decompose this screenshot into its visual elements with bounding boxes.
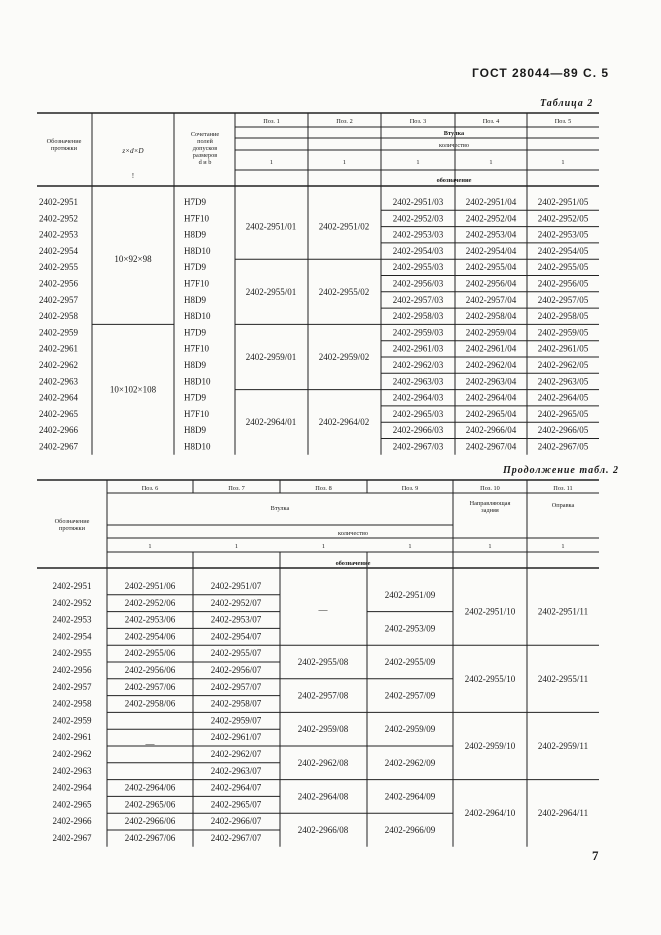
pos7-value: 2402-2953/07: [210, 614, 262, 625]
drawing-code: 2402-2961: [39, 343, 78, 354]
drawing-code: 2402-2956: [39, 278, 78, 289]
tolerance-fit: H8D10: [184, 441, 211, 452]
drawing-code: 2402-2965: [52, 799, 92, 810]
pos7-value: 2402-2967/07: [210, 833, 262, 843]
sleeve-header: Втулка: [443, 130, 465, 137]
pos3-value: 2402-2951/03: [392, 197, 444, 207]
drawing-code: 2402-2952: [39, 213, 78, 224]
pos7-value: 2402-2962/07: [210, 749, 262, 759]
guide-header: задняя: [481, 507, 499, 514]
designation-row-header: обозначение: [335, 560, 371, 567]
tolerance-fit: H7D9: [184, 327, 206, 338]
drawing-code: 2402-2957: [39, 294, 78, 305]
position-header: Поз. 3: [409, 118, 427, 125]
drawing-code: 2402-2954: [39, 245, 78, 256]
position-header: Поз. 8: [315, 485, 332, 492]
pos5-value: 2402-2967/05: [537, 441, 589, 452]
pos3-value: 2402-2958/03: [392, 311, 444, 322]
drawing-code: 2402-2961: [52, 732, 92, 743]
designation-row-header: обозначение: [436, 177, 472, 184]
designation-header: Обозначение: [46, 138, 82, 145]
pos7-value: 2402-2963/07: [210, 765, 262, 776]
tolerance-fit: H8D10: [184, 245, 211, 256]
tolerance-header: размеров: [192, 152, 218, 159]
drawing-code: 2402-2955: [52, 648, 92, 659]
pos3-value: 2402-2955/03: [392, 262, 444, 273]
pos3-value: 2402-2961/03: [392, 343, 444, 354]
group-dims: 10×92×98: [114, 254, 152, 265]
page-header: ГОСТ 28044—89 С. 5: [472, 66, 610, 80]
drawing-code: 2402-2959: [39, 327, 78, 338]
pos10-value: 2402-2955/10: [464, 673, 516, 684]
pos3-value: 2402-2962/03: [392, 360, 444, 370]
page-number: 7: [592, 848, 599, 863]
drawing-code: 2402-2964: [52, 782, 92, 793]
position-header: Поз. 1: [263, 118, 280, 125]
drawing-code: 2402-2963: [52, 765, 92, 776]
drawing-code: 2402-2966: [52, 816, 92, 827]
drawing-code: 2402-2951: [52, 581, 92, 591]
tolerance-header: полей: [197, 138, 213, 145]
pos9-value: 2402-2953/09: [384, 623, 436, 634]
tolerance-header: d и b: [198, 159, 212, 166]
pos4-value: 2402-2961/04: [465, 343, 517, 354]
tolerance-fit: H8D10: [184, 376, 211, 387]
tolerance-fit: H7F10: [184, 343, 210, 354]
pos7-value: 2402-2954/07: [210, 631, 262, 642]
quantity-value: 1: [416, 159, 420, 166]
pos5-value: 2402-2959/05: [537, 327, 589, 338]
quantity-value: 1: [269, 159, 274, 166]
pos3-value: 2402-2967/03: [392, 441, 444, 452]
pos4-value: 2402-2963/04: [465, 376, 517, 387]
tolerance-fit: H8D9: [184, 229, 206, 240]
quantity-value: 1: [489, 159, 493, 166]
quantity-value: 1: [234, 543, 239, 550]
pos3-value: 2402-2959/03: [392, 327, 444, 338]
pos1-value: 2402-2955/01: [245, 286, 297, 297]
pos2-value: 2402-2964/02: [318, 417, 370, 428]
pos6-value: 2402-2965/06: [124, 799, 176, 810]
pos3-value: 2402-2963/03: [392, 376, 444, 387]
pos8-value: 2402-2964/08: [297, 791, 349, 802]
pos7-value: 2402-2961/07: [210, 732, 262, 743]
pos7-value: 2402-2959/07: [210, 715, 262, 726]
dims-note: !: [131, 172, 135, 180]
pos9-value: 2402-2964/09: [384, 791, 436, 802]
pos3-value: 2402-2954/03: [392, 245, 444, 256]
pos6-value: 2402-2952/06: [124, 597, 176, 608]
drawing-code: 2402-2962: [39, 360, 78, 370]
pos8-value: 2402-2959/08: [297, 724, 349, 735]
pos3-value: 2402-2956/03: [392, 278, 444, 289]
position-header: Поз. 9: [401, 485, 419, 492]
tolerance-fit: H8D9: [184, 360, 206, 370]
pos10-value: 2402-2959/10: [464, 741, 516, 751]
drawing-code: 2402-2964: [39, 392, 78, 403]
designation-header: Обозначение: [54, 518, 90, 525]
drawing-code: 2402-2953: [39, 229, 78, 240]
tolerance-fit: H7D9: [184, 392, 206, 403]
pos6-value: 2402-2951/06: [124, 581, 176, 591]
pos11-value: 2402-2951/11: [537, 606, 589, 617]
drawing-code: 2402-2963: [39, 376, 78, 387]
pos6-value: 2402-2954/06: [124, 631, 176, 642]
pos5-value: 2402-2964/05: [537, 392, 589, 403]
pos4-value: 2402-2959/04: [465, 327, 517, 338]
pos5-value: 2402-2962/05: [537, 360, 589, 370]
pos3-value: 2402-2953/03: [392, 229, 444, 240]
pos8-value: 2402-2957/08: [297, 690, 349, 701]
pos5-value: 2402-2965/05: [537, 408, 589, 419]
pos9-value: 2402-2962/09: [384, 757, 436, 768]
position-header: Поз. 10: [480, 485, 500, 492]
tolerance-header: Сочетание: [190, 131, 220, 138]
continuation-caption: Продолжение табл. 2: [503, 465, 620, 476]
pos1-value: 2402-2959/01: [245, 352, 297, 362]
quantity-value: 1: [488, 543, 492, 550]
drawing-code: 2402-2966: [39, 425, 78, 436]
pos7-value: 2402-2952/07: [210, 597, 262, 608]
tolerance-fit: H8D9: [184, 294, 206, 305]
pos4-value: 2402-2957/04: [465, 294, 517, 305]
pos8-dash: —: [318, 604, 328, 615]
pos3-value: 2402-2964/03: [392, 392, 444, 403]
pos3-value: 2402-2965/03: [392, 408, 444, 419]
designation-header: протяжки: [59, 525, 85, 532]
pos2-value: 2402-2959/02: [318, 352, 370, 362]
pos9-value: 2402-2957/09: [384, 690, 436, 701]
pos6-dash: —: [145, 739, 155, 749]
pos7-value: 2402-2951/07: [210, 581, 262, 591]
pos6-value: 2402-2964/06: [124, 782, 176, 793]
drawing-code: 2402-2959: [52, 715, 92, 726]
pos8-value: 2402-2962/08: [297, 757, 349, 768]
drawing-code: 2402-2958: [52, 698, 92, 709]
pos6-value: 2402-2958/06: [124, 698, 176, 709]
pos6-value: 2402-2966/06: [124, 816, 176, 827]
quantity-value: 1: [148, 543, 152, 550]
pos4-value: 2402-2951/04: [465, 197, 517, 207]
pos4-value: 2402-2953/04: [465, 229, 517, 240]
pos6-value: 2402-2956/06: [124, 665, 176, 675]
pos11-value: 2402-2959/11: [537, 741, 589, 751]
pos9-value: 2402-2966/09: [384, 825, 436, 835]
drawing-code: 2402-2956: [52, 665, 92, 675]
pos6-value: 2402-2967/06: [124, 833, 176, 843]
pos6-value: 2402-2953/06: [124, 614, 176, 625]
pos4-value: 2402-2962/04: [465, 360, 517, 370]
tolerance-fit: H7F10: [184, 278, 210, 289]
pos8-value: 2402-2955/08: [297, 657, 349, 667]
pos1-value: 2402-2951/01: [245, 221, 297, 232]
pos7-value: 2402-2955/07: [210, 648, 262, 659]
pos4-value: 2402-2958/04: [465, 311, 517, 322]
drawing-code: 2402-2967: [39, 441, 78, 452]
pos4-value: 2402-2964/04: [465, 392, 517, 403]
quantity-value: 1: [342, 159, 347, 166]
pos4-value: 2402-2952/04: [465, 213, 517, 224]
pos11-value: 2402-2955/11: [537, 673, 589, 684]
quantity-value: 1: [561, 159, 565, 166]
dims-header: z×d×D: [122, 147, 144, 155]
pos3-value: 2402-2952/03: [392, 213, 444, 224]
tolerance-fit: H7D9: [184, 197, 206, 207]
pos6-value: 2402-2957/06: [124, 681, 176, 692]
pos7-value: 2402-2958/07: [210, 698, 262, 709]
tolerance-fit: H7F10: [184, 213, 210, 224]
pos5-value: 2402-2953/05: [537, 229, 589, 240]
pos4-value: 2402-2965/04: [465, 408, 517, 419]
pos10-value: 2402-2951/10: [464, 606, 516, 617]
tolerance-header: допусков: [192, 145, 218, 152]
drawing-code: 2402-2953: [52, 614, 92, 625]
designation-header: протяжки: [51, 145, 77, 152]
pos3-value: 2402-2957/03: [392, 294, 444, 305]
position-header: Поз. 4: [482, 118, 500, 125]
pos9-value: 2402-2959/09: [384, 724, 436, 735]
pos9-value: 2402-2951/09: [384, 589, 436, 600]
quantity-header: количество: [337, 530, 369, 537]
pos4-value: 2402-2966/04: [465, 425, 517, 436]
sleeve-header: Втулка: [270, 505, 290, 512]
tolerance-fit: H8D10: [184, 311, 211, 322]
mandrel-header: Оправка: [551, 502, 575, 509]
pos4-value: 2402-2967/04: [465, 441, 517, 452]
pos7-value: 2402-2966/07: [210, 816, 262, 827]
drawing-code: 2402-2951: [39, 197, 78, 207]
pos7-value: 2402-2965/07: [210, 799, 262, 810]
pos5-value: 2402-2958/05: [537, 311, 589, 322]
quantity-value: 1: [561, 543, 565, 550]
pos7-value: 2402-2964/07: [210, 782, 262, 793]
pos9-value: 2402-2955/09: [384, 657, 436, 667]
group-dims: 10×102×108: [109, 384, 157, 395]
pos1-value: 2402-2964/01: [245, 417, 297, 428]
drawing-code: 2402-2952: [52, 597, 92, 608]
pos11-value: 2402-2964/11: [537, 808, 589, 819]
pos4-value: 2402-2954/04: [465, 245, 517, 256]
pos5-value: 2402-2957/05: [537, 294, 589, 305]
position-header: Поз. 5: [554, 118, 572, 125]
position-header: Поз. 11: [553, 485, 573, 492]
pos8-value: 2402-2966/08: [297, 825, 349, 835]
pos5-value: 2402-2954/05: [537, 245, 589, 256]
pos4-value: 2402-2956/04: [465, 278, 517, 289]
pos5-value: 2402-2956/05: [537, 278, 589, 289]
pos5-value: 2402-2966/05: [537, 425, 589, 436]
pos2-value: 2402-2951/02: [318, 221, 370, 232]
drawing-code: 2402-2962: [52, 749, 92, 759]
pos5-value: 2402-2961/05: [537, 343, 589, 354]
pos3-value: 2402-2966/03: [392, 425, 444, 436]
pos7-value: 2402-2957/07: [210, 681, 262, 692]
pos2-value: 2402-2955/02: [318, 286, 370, 297]
pos5-value: 2402-2952/05: [537, 213, 589, 224]
quantity-value: 1: [408, 543, 412, 550]
pos4-value: 2402-2955/04: [465, 262, 517, 273]
drawing-code: 2402-2967: [52, 833, 92, 843]
position-header: Поз. 7: [228, 485, 245, 492]
position-header: Поз. 6: [141, 485, 159, 492]
table-caption: Таблица 2: [540, 98, 594, 109]
quantity-header: количество: [438, 142, 470, 149]
drawing-code: 2402-2965: [39, 408, 78, 419]
pos5-value: 2402-2963/05: [537, 376, 589, 387]
quantity-value: 1: [321, 543, 326, 550]
drawing-code: 2402-2957: [52, 681, 92, 692]
drawing-code: 2402-2954: [52, 631, 92, 642]
pos6-value: 2402-2955/06: [124, 648, 176, 659]
pos7-value: 2402-2956/07: [210, 665, 262, 675]
guide-header: Направляющая: [469, 500, 511, 507]
drawing-code: 2402-2958: [39, 311, 78, 322]
tolerance-fit: H8D9: [184, 425, 206, 436]
pos5-value: 2402-2955/05: [537, 262, 589, 273]
drawing-code: 2402-2955: [39, 262, 78, 273]
tolerance-fit: H7D9: [184, 262, 206, 273]
tolerance-fit: H7F10: [184, 408, 210, 419]
pos5-value: 2402-2951/05: [537, 197, 589, 207]
position-header: Поз. 2: [336, 118, 353, 125]
pos10-value: 2402-2964/10: [464, 808, 516, 819]
